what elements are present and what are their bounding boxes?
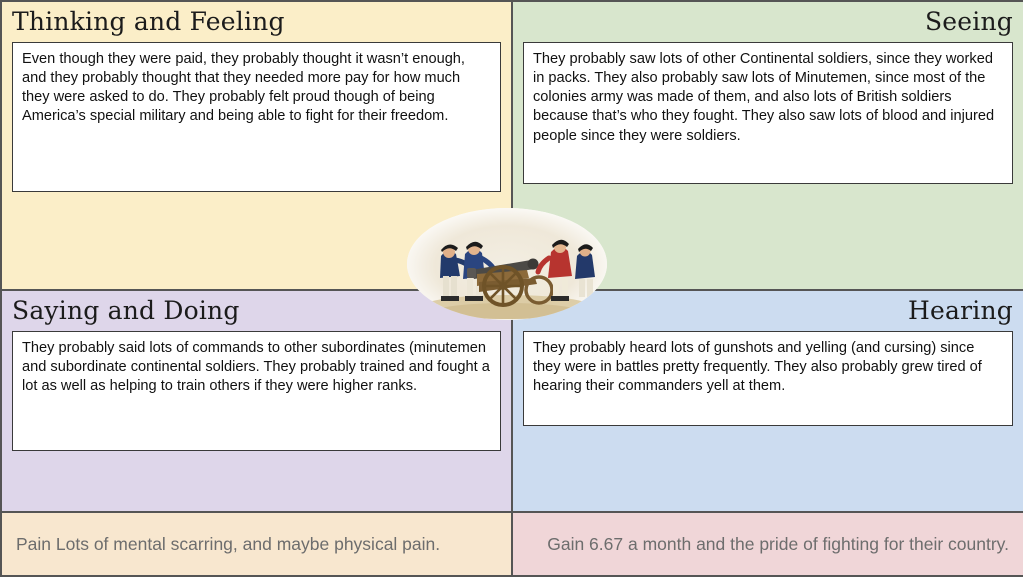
text-box-thinking-feeling[interactable]: [12, 42, 501, 192]
quadrant-title-saying-doing: Saying and Doing: [12, 296, 240, 325]
text-thinking-feeling: Even though they were paid, they probably thought it wasn’t enough, and they probably thought that they needed more pay for how much they were asked to do. They probably felt proud though of being America’s special military and being able to fight for their freedom.: [22, 50, 465, 125]
text-box-saying-doing[interactable]: [12, 331, 501, 451]
pain-text: Pain Lots of mental scarring, and maybe physical pain.: [16, 533, 441, 554]
text-box-hearing[interactable]: [523, 331, 1013, 426]
text-seeing: They probably saw lots of other Continental soldiers, since they worked in packs. They also probably saw lots of Minutemen, since most of the colonies army was made of them, and also lots of British soldiers because that’s who they fought. They also saw lots of blood and injured people since they were soldiers.: [533, 50, 995, 144]
quadrant-title-hearing: Hearing: [908, 296, 1013, 325]
text-hearing: They probably heard lots of gunshots and yelling (and cursing) since they were in battles pretty frequently. They also probably grew tired of hearing their commanders yell at them.: [533, 339, 982, 394]
quadrant-title-seeing: Seeing: [924, 7, 1013, 36]
quadrant-saying-doing: [1, 290, 512, 512]
gain-text: Gain 6.67 a month and the pride of fighting for their country.: [547, 533, 1009, 554]
pain-strip: [1, 512, 512, 576]
text-saying-doing: They probably said lots of commands to other subordinates (minutemen and subordinate continental soldiers. They probably trained and fought a lot as well as helping to train others if they were higher ranks.: [22, 339, 490, 394]
quadrant-title-thinking-feeling: Thinking and Feeling: [12, 7, 285, 36]
quadrant-hearing: [512, 290, 1023, 512]
text-box-seeing[interactable]: [523, 42, 1013, 184]
gain-strip: [512, 512, 1023, 576]
revolutionary-war-cannon-crew-illustration: [407, 208, 607, 320]
